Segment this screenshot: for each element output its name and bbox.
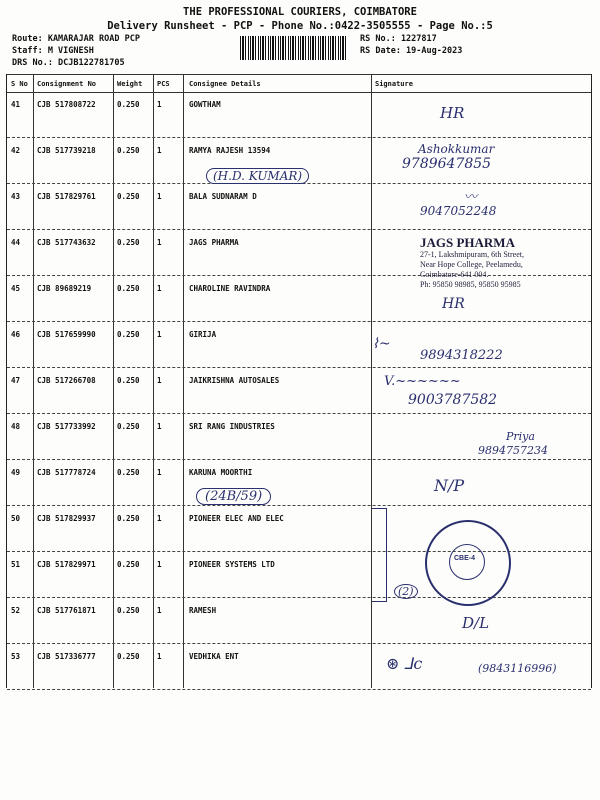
signature-46-phone: 9894318222 — [420, 348, 503, 363]
cell-sno: 53 — [11, 652, 21, 661]
cell-consignee: PIONEER SYSTEMS LTD — [189, 560, 275, 569]
cell-weight: 0.250 — [117, 192, 140, 201]
cell-consignee: JAGS PHARMA — [189, 238, 239, 247]
signature-53-mark: ⊛ ⅃c — [386, 654, 423, 673]
cell-sno: 46 — [11, 330, 21, 339]
col-header-consignment: Consignment No — [37, 80, 97, 88]
cell-consignment: CJB 89689219 — [37, 284, 92, 293]
cell-pcs: 1 — [157, 422, 162, 431]
route-label: Route: KAMARAJAR ROAD PCP — [12, 34, 140, 44]
signature-45: HR — [442, 296, 465, 312]
signature-49: N/P — [434, 476, 465, 495]
staff-label: Staff: M VIGNESH — [12, 46, 94, 56]
table-row — [7, 598, 591, 644]
cell-pcs: 1 — [157, 192, 162, 201]
signature-43-phone: 9047052248 — [420, 204, 497, 218]
stamp-line3: Coimbatore-641 004. — [420, 270, 489, 279]
col-header-pcs: PCS — [157, 80, 170, 88]
signature-52: D/L — [462, 614, 490, 632]
rs-number: RS No.: 1227817 — [360, 34, 437, 44]
table-row — [7, 322, 591, 368]
cell-sno: 50 — [11, 514, 21, 523]
drs-number: DRS No.: DCJB122781705 — [12, 58, 125, 68]
cell-consignment: CJB 517829761 — [37, 192, 96, 201]
cell-consignee: PIONEER ELEC AND ELEC — [189, 514, 284, 523]
cell-consignee: BALA SUDNARAM D — [189, 192, 257, 201]
stamp-line2: Near Hope College, Peelamedu, — [420, 260, 523, 269]
cell-sno: 48 — [11, 422, 21, 431]
row-separator — [7, 689, 591, 690]
bracket-50-51 — [372, 508, 387, 602]
cell-sno: 43 — [11, 192, 21, 201]
cell-consignment: CJB 517808722 — [37, 100, 96, 109]
signature-42-name: Ashokkumar — [418, 142, 495, 156]
cell-pcs: 1 — [157, 514, 162, 523]
stamp-line4: Ph: 95850 98985, 95850 95985 — [420, 280, 521, 289]
cell-consignment: CJB 517266708 — [37, 376, 96, 385]
cell-sno: 51 — [11, 560, 21, 569]
pioneer-seal — [425, 520, 511, 606]
cell-weight: 0.250 — [117, 238, 140, 247]
cell-pcs: 1 — [157, 284, 162, 293]
cell-consignee: GIRIJA — [189, 330, 217, 339]
cell-consignee: RAMESH — [189, 606, 217, 615]
signature-53-phone: (9843116996) — [478, 662, 557, 675]
cell-consignment: CJB 517761871 — [37, 606, 96, 615]
signature-42-phone: 9789647855 — [402, 156, 492, 172]
cell-weight: 0.250 — [117, 376, 140, 385]
company-title: THE PROFESSIONAL COURIERS, COIMBATORE — [183, 6, 417, 18]
cell-pcs: 1 — [157, 560, 162, 569]
col-header-weight: Weight — [117, 80, 143, 88]
signature-47-mark: V.~~~~~~ — [384, 374, 461, 389]
barcode — [240, 36, 348, 60]
signature-51-count: (2) — [394, 584, 418, 599]
signature-47-phone: 9003787582 — [408, 392, 498, 408]
cell-consignee: KARUNA MOORTHI — [189, 468, 253, 477]
cell-consignment: CJB 517778724 — [37, 468, 96, 477]
cell-sno: 42 — [11, 146, 21, 155]
table-row — [7, 184, 591, 230]
cell-weight: 0.250 — [117, 330, 140, 339]
cell-consignment: CJB 517336777 — [37, 652, 96, 661]
table-row — [7, 460, 591, 506]
cell-weight: 0.250 — [117, 422, 140, 431]
cell-pcs: 1 — [157, 606, 162, 615]
cell-consignment: CJB 517739218 — [37, 146, 96, 155]
cell-weight: 0.250 — [117, 284, 140, 293]
cell-consignee: RAMYA RAJESH 13594 — [189, 146, 271, 155]
cell-pcs: 1 — [157, 146, 162, 155]
cell-consignee: VEDHIKA ENT — [189, 652, 239, 661]
signature-49-note: (24B/59) — [196, 488, 271, 505]
jags-pharma-stamp — [420, 236, 600, 292]
signature-48-phone: 9894757234 — [478, 444, 548, 457]
cell-consignment: CJB 517743632 — [37, 238, 96, 247]
cell-sno: 49 — [11, 468, 21, 477]
cell-weight: 0.250 — [117, 514, 140, 523]
cell-consignee: GOWTHAM — [189, 100, 221, 109]
cell-pcs: 1 — [157, 330, 162, 339]
stamp-name: JAGS PHARMA — [420, 235, 515, 250]
cell-consignment: CJB 517659990 — [37, 330, 96, 339]
cell-consignee: SRI RANG INDUSTRIES — [189, 422, 275, 431]
runsheet-table — [6, 74, 592, 688]
cell-pcs: 1 — [157, 376, 162, 385]
runsheet-title: Delivery Runsheet - PCP - Phone No.:0422-3505555 - Page No.:5 — [107, 20, 493, 32]
cell-sno: 44 — [11, 238, 21, 247]
cell-weight: 0.250 — [117, 652, 140, 661]
cell-consignment: CJB 517829971 — [37, 560, 96, 569]
col-header-signature: Signature — [375, 80, 413, 88]
cell-pcs: 1 — [157, 468, 162, 477]
signature-43-scribble: 〰 — [464, 190, 478, 205]
cell-sno: 47 — [11, 376, 21, 385]
cell-consignee: CHAROLINE RAVINDRA — [189, 284, 271, 293]
col-header-sno: S No — [11, 80, 28, 88]
cell-weight: 0.250 — [117, 468, 140, 477]
col-header-consignee: Consignee Details — [189, 80, 261, 88]
seal-inner-ring — [449, 544, 485, 580]
cell-sno: 52 — [11, 606, 21, 615]
cell-pcs: 1 — [157, 238, 162, 247]
cell-weight: 0.250 — [117, 606, 140, 615]
signature-46-mark: ⌇~ — [372, 336, 391, 352]
signature-48-name: Priya — [506, 430, 535, 443]
table-row — [7, 92, 591, 138]
cell-sno: 45 — [11, 284, 21, 293]
cell-weight: 0.250 — [117, 100, 140, 109]
signature-42-note: (H.D. KUMAR) — [206, 168, 309, 184]
table-row — [7, 368, 591, 414]
signature-41: HR — [440, 104, 465, 122]
cell-consignee: JAIKRISHNA AUTOSALES — [189, 376, 280, 385]
cell-sno: 41 — [11, 100, 21, 109]
cell-weight: 0.250 — [117, 560, 140, 569]
cell-weight: 0.250 — [117, 146, 140, 155]
rs-date: RS Date: 19-Aug-2023 — [360, 46, 463, 56]
cell-consignment: CJB 517829937 — [37, 514, 96, 523]
cell-pcs: 1 — [157, 100, 162, 109]
cell-pcs: 1 — [157, 652, 162, 661]
seal-text: CBE-4 — [454, 555, 476, 562]
cell-consignment: CJB 517733992 — [37, 422, 96, 431]
stamp-line1: 27-1, Lakshmipuram, 6th Street, — [420, 250, 524, 259]
